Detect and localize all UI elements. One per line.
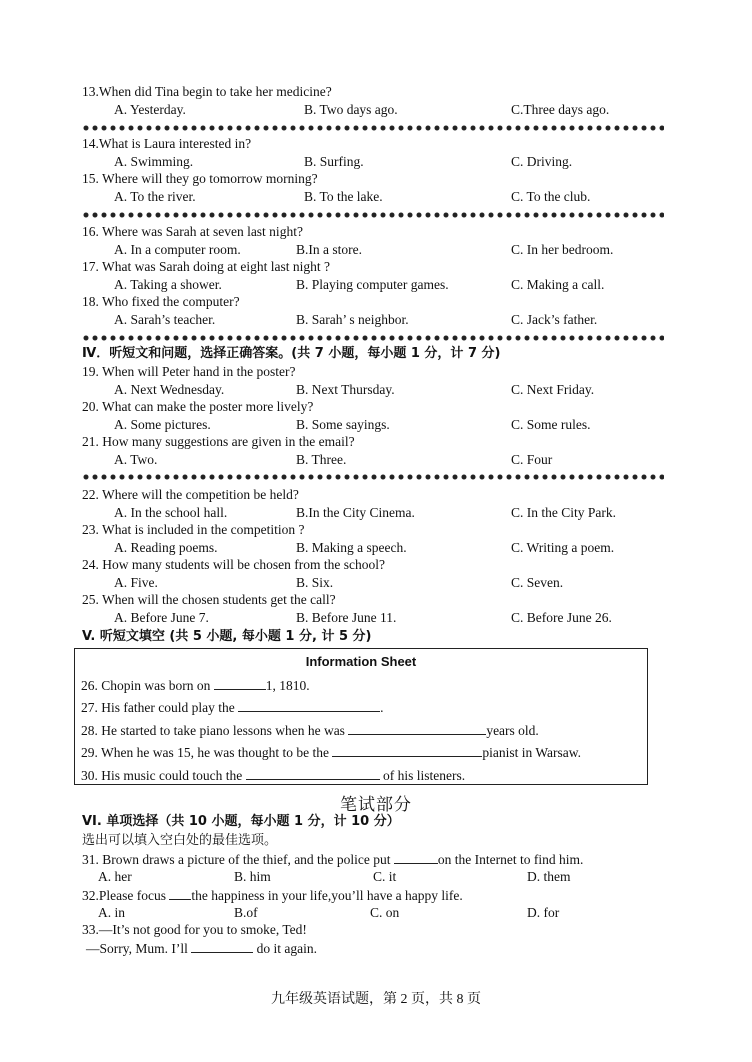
question-text: 31. Brown draws a picture of the thief, and the police put [82,852,394,867]
question-13: 13.When did Tina begin to take her medicine? [82,84,332,99]
fill-text: 29. When he was 15, he was thought to be the [81,745,333,760]
question-19: 19. When will Peter hand in the poster? [82,364,296,379]
question-33: 33.—It’s not good for you to smoke, Ted! [82,922,307,937]
question-text: 32.Please focus [82,888,170,903]
fill-line-30 [81,767,465,784]
fill-text: 30. His music could touch the [81,768,246,783]
option-a: A. Five. [114,575,158,590]
answer-blank-26[interactable] [214,677,266,690]
answer-blank-31[interactable] [394,851,438,864]
option-c: C. Before June 26. [511,610,612,625]
fill-text: pianist in Warsaw. [482,745,581,760]
option-b: B.In a store. [296,242,362,257]
option-b: B. Next Thursday. [296,382,395,397]
question-22: 22. Where will the competition be held? [82,487,299,502]
fill-line-28 [81,722,539,739]
question-21: 21. How many suggestions are given in the email? [82,434,355,449]
option-b: B.In the City Cinema. [296,505,415,520]
fill-text: of his listeners. [379,768,466,783]
information-sheet-title: Information Sheet [305,654,417,669]
question-15: 15. Where will they go tomorrow morning? [82,171,318,186]
option-a: A. In the school hall. [114,505,228,520]
question-text: —Sorry, Mum. I’ll [86,941,192,956]
option-a: A. Two. [114,452,158,467]
question-text: on the Internet to find him. [437,852,584,867]
page-footer: 九年级英语试题，第 2 页，共 8 页 [271,992,481,1007]
ornament-divider [82,334,664,342]
fill-text: 26. Chopin was born on [81,678,214,693]
section-6-instruction: 选出可以填入空白处的最佳选项。 [82,833,278,848]
fill-line-26 [81,677,310,694]
option-b: B. Three. [296,452,347,467]
fill-text: 28. He started to take piano lessons when he was [81,723,349,738]
question-18: 18. Who fixed the computer? [82,294,240,309]
option-c: C. Four [511,452,553,467]
fill-text: . [380,700,384,715]
ornament-divider [82,124,664,132]
section-6-title: VI. 单项选择（共 10 小题，每小题 1 分，计 10 分） [82,814,400,829]
answer-blank-29[interactable] [332,744,482,757]
fill-line-27 [81,699,383,716]
option-c: C. Some rules. [511,417,591,432]
option-c: C. on [370,905,400,920]
fill-text: 1, 1810. [265,678,310,693]
option-a: A. Yesterday. [114,102,186,117]
option-c: C. Next Friday. [511,382,595,397]
option-a: A. To the river. [114,189,196,204]
option-b: B. Two days ago. [304,102,398,117]
question-16: 16. Where was Sarah at seven last night? [82,224,303,239]
option-a: A. her [98,869,132,884]
option-a: A. Reading poems. [114,540,218,555]
question-text: do it again. [253,941,317,956]
question-20: 20. What can make the poster more lively? [82,399,314,414]
option-c: C. Writing a poem. [511,540,615,555]
fill-text: 27. His father could play the [81,700,239,715]
option-d: D. for [527,905,560,920]
option-d: D. them [527,869,571,884]
answer-blank-28[interactable] [348,722,486,735]
option-c: C. In the City Park. [511,505,616,520]
fill-line-29 [81,744,581,761]
option-a: A. Sarah’s teacher. [114,312,216,327]
option-c: C. Jack’s father. [511,312,598,327]
section-5-title: V. 听短文填空 (共 5 小题, 每小题 1 分, 计 5 分) [82,629,372,644]
option-a: A. Swimming. [114,154,194,169]
option-b: B.of [234,905,258,920]
answer-blank-27[interactable] [238,699,380,712]
answer-blank-32[interactable] [169,887,191,900]
answer-blank-33[interactable] [191,940,253,953]
option-b: B. Making a speech. [296,540,407,555]
ornament-divider [82,473,664,481]
question-31 [82,851,583,868]
question-32 [82,887,463,904]
question-33-reply [86,940,317,957]
option-c: C. To the club. [511,189,591,204]
option-c: C. Driving. [511,154,573,169]
option-c: C. Seven. [511,575,564,590]
option-b: B. Some sayings. [296,417,390,432]
question-23: 23. What is included in the competition ? [82,522,305,537]
question-24: 24. How many students will be chosen from the school? [82,557,385,572]
written-part-title: 笔试部分 [340,795,412,815]
option-b: B. Playing computer games. [296,277,449,292]
option-b: B. him [234,869,271,884]
question-text: the happiness in your life,you’ll have a happy life. [191,888,463,903]
option-b: B. Surfing. [304,154,364,169]
option-c: C. it [373,869,397,884]
information-sheet [74,648,648,785]
question-17: 17. What was Sarah doing at eight last night ? [82,259,330,274]
ornament-divider [82,211,664,219]
option-a: A. Next Wednesday. [114,382,225,397]
option-c: C.Three days ago. [511,102,610,117]
option-a: A. Some pictures. [114,417,211,432]
question-25: 25. When will the chosen students get the call? [82,592,336,607]
option-b: B. Sarah’ s neighbor. [296,312,409,327]
option-b: B. To the lake. [304,189,383,204]
section-4-title: Ⅳ．听短文和问题，选择正确答案。(共 7 小题，每小题 1 分，计 7 分) [82,346,501,361]
option-b: B. Six. [296,575,334,590]
option-a: A. Before June 7. [114,610,209,625]
option-a: A. In a computer room. [114,242,241,257]
fill-text: years old. [486,723,539,738]
option-b: B. Before June 11. [296,610,397,625]
question-14: 14.What is Laura interested in? [82,136,252,151]
option-a: A. Taking a shower. [114,277,222,292]
option-c: C. Making a call. [511,277,605,292]
answer-blank-30[interactable] [246,767,380,780]
option-c: C. In her bedroom. [511,242,614,257]
option-a: A. in [98,905,125,920]
